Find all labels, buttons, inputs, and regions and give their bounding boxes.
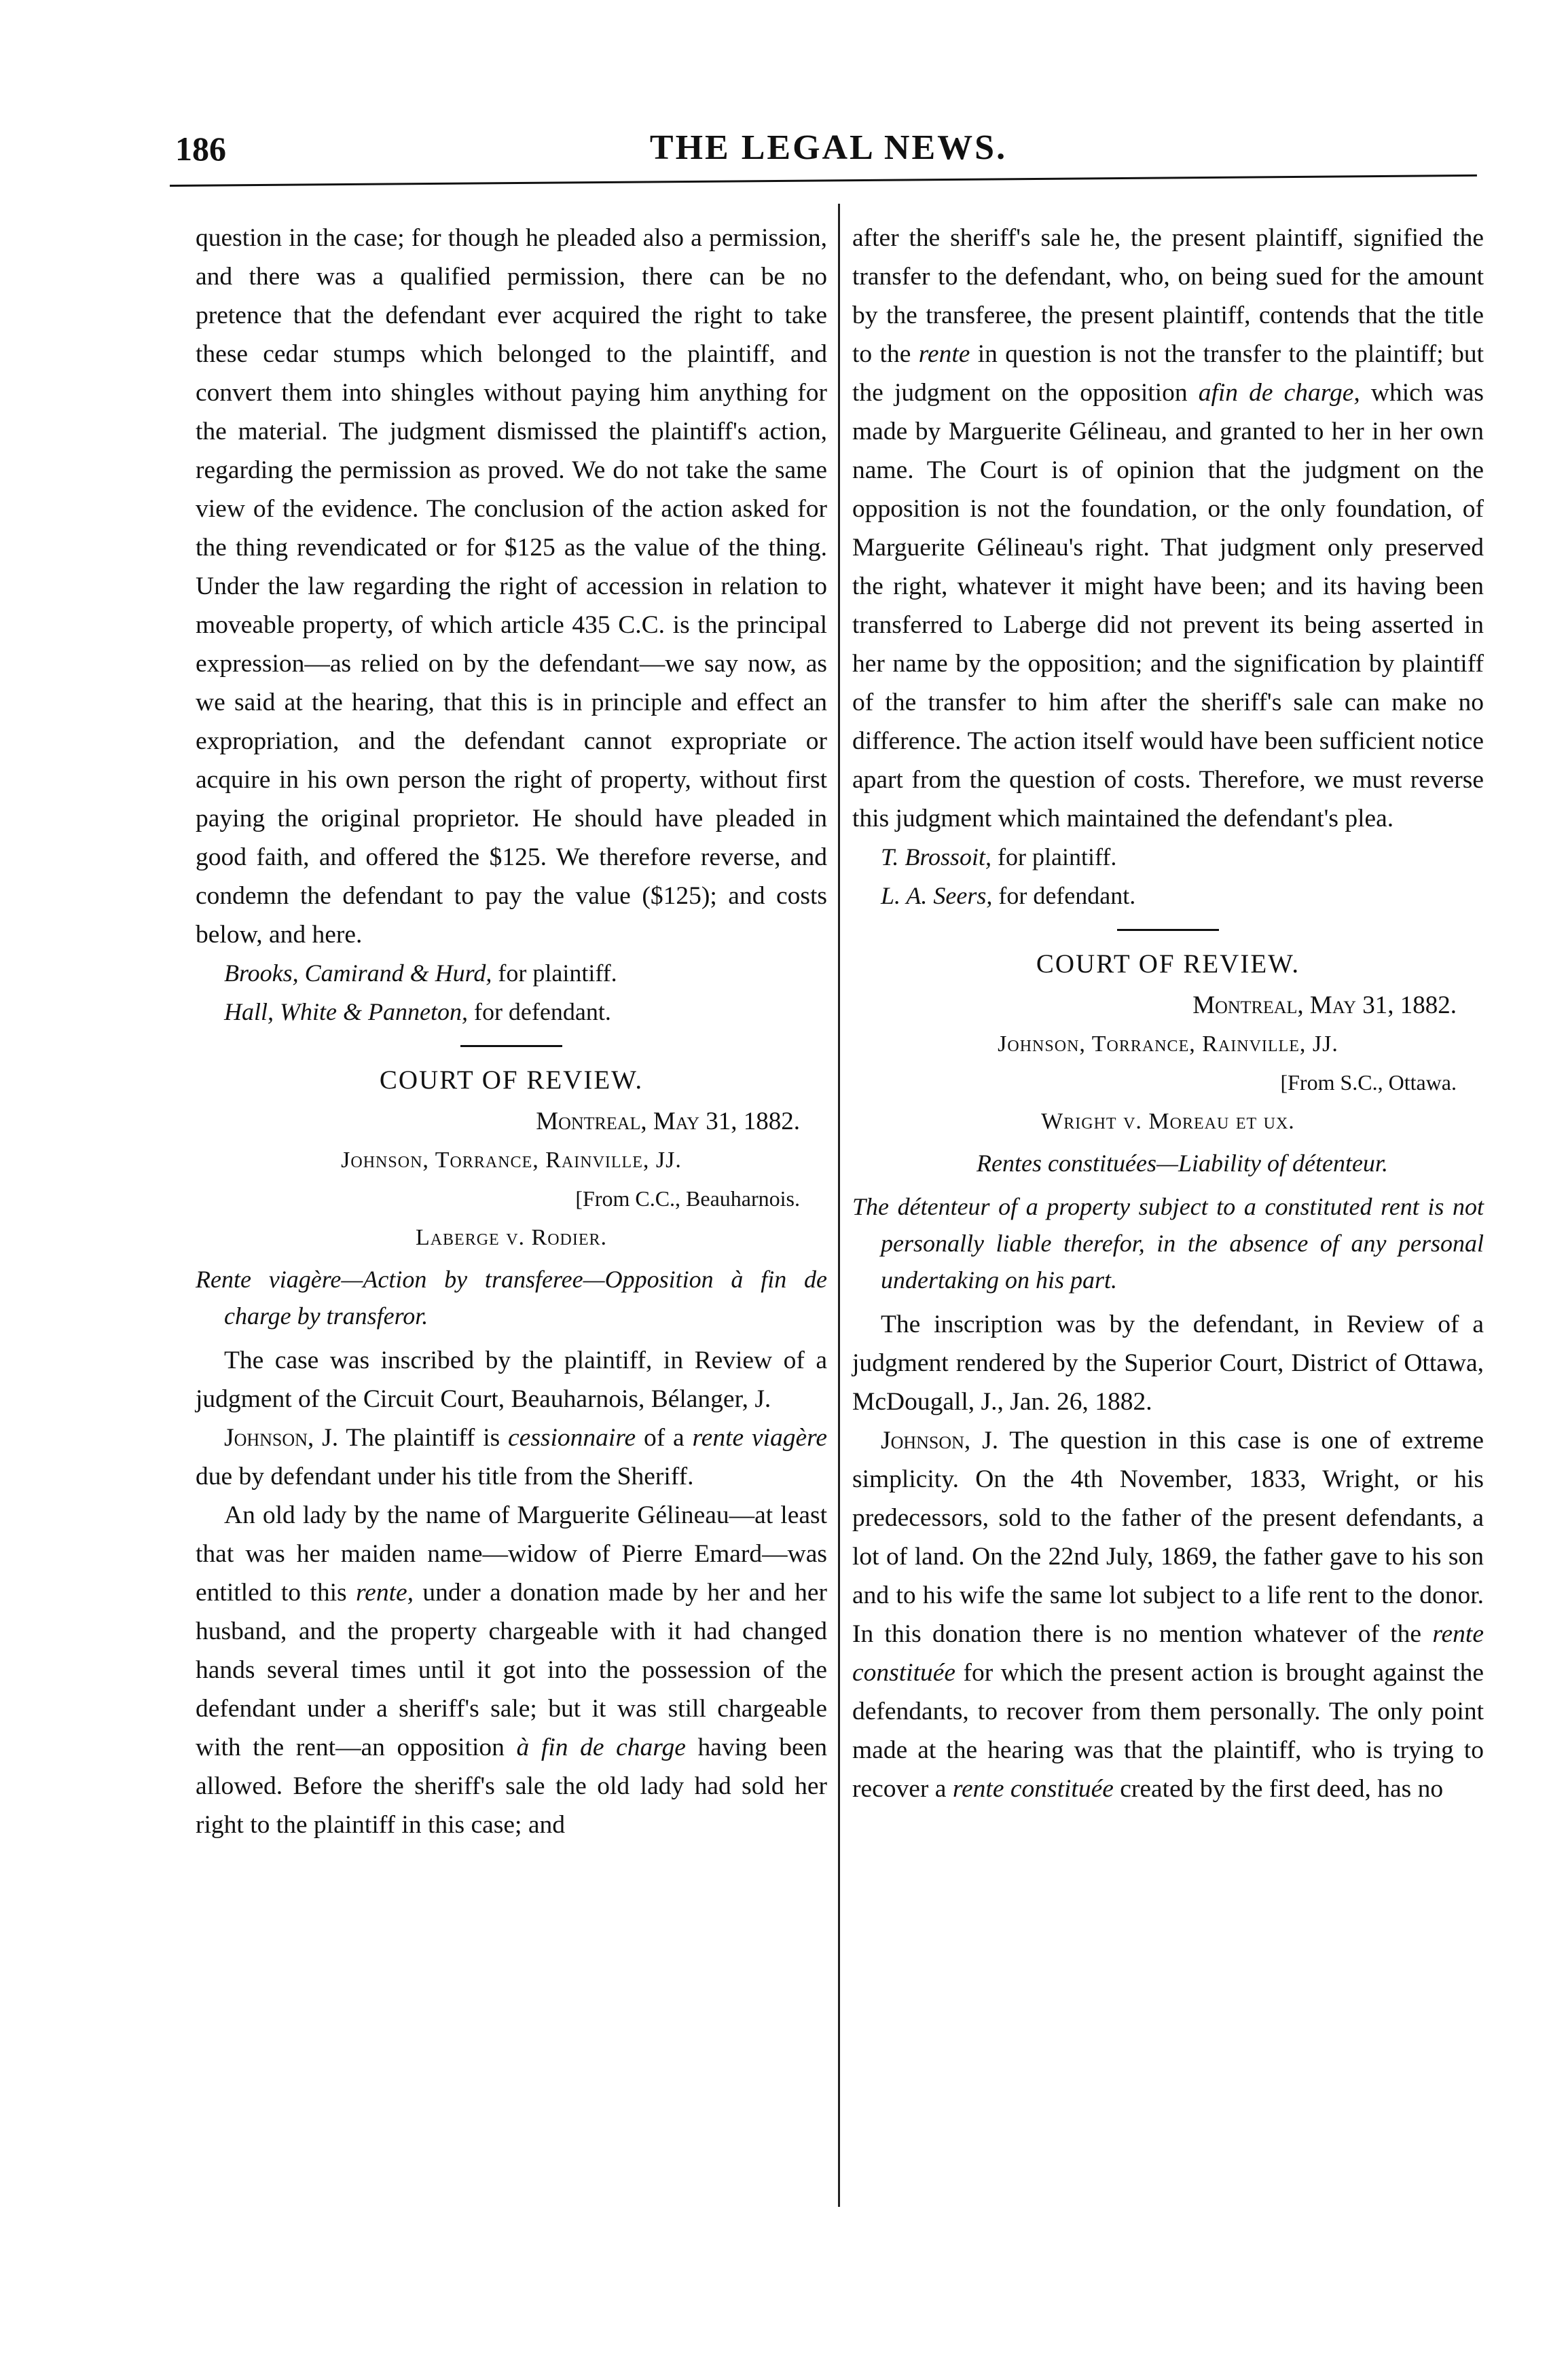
paragraph: An old lady by the name of Marguerite Gélineau—at least that was her maiden name—widow of Pierre Emard—was entitled to this rente, under a donation made by her and her husband, and the property chargeable with it had changed hands several times until it got into the possession of the defendant under a sheriff's sale; but it was still chargeable with the rent—an opposition à fin de charge having been allowed. Before the sheriff's sale the old lady had sold her right to the plaintiff in this case; and <box>196 1501 827 1839</box>
counsel-name: T. Brossoit, <box>881 843 992 871</box>
court-heading: COURT OF REVIEW. <box>1036 949 1300 978</box>
headnote: Rente viagère—Action by transferee—Opposition à fin de charge by transferor. <box>196 1266 827 1330</box>
judge-name: Johnson, J. <box>881 1427 999 1454</box>
counsel-line: L. A. Seers, for defendant. <box>881 882 1136 909</box>
left-column <box>196 219 827 1844</box>
judges: Johnson, Torrance, Rainville, JJ. <box>998 1031 1338 1057</box>
counsel-name: Brooks, Camirand & Hurd, <box>224 959 492 987</box>
right-column <box>852 219 1484 1808</box>
case-name: Laberge v. Rodier. <box>415 1225 608 1250</box>
case-name: Wright v. Moreau et ux. <box>1041 1109 1295 1134</box>
counsel-line: T. Brossoit, for plaintiff. <box>881 843 1117 871</box>
paragraph: The inscription was by the defendant, in Review of a judgment rendered by the Superior Court, District of Ottawa, McDougall, J., Jan. 26, 1882. <box>852 1311 1484 1416</box>
counsel-line: Brooks, Camirand & Hurd, for plaintiff. <box>224 959 617 987</box>
judge-name: Johnson, J. <box>224 1424 339 1452</box>
section-rule <box>1117 929 1219 931</box>
column-divider <box>838 204 840 2207</box>
paragraph: Johnson, J. The question in this case is one of extreme simplicity. On the 4th November, 1833, Wright, or his predecessors, sold to the father of the present defendants, a lot of land. On the 22nd July, 1869, the father gave to his son and to his wife the same lot subject to a life rent to the donor. In this donation there is no mention whatever of the rente constituée for which the present action is brought against the defendants, to recover from them personally. The only point made at the hearing was that the plaintiff, who is trying to recover a rente constituée created by the first deed, has no <box>852 1427 1484 1803</box>
counsel-line: Hall, White & Panneton, for defendant. <box>224 998 611 1025</box>
origin-court: [From C.C., Beauharnois. <box>575 1186 800 1211</box>
paragraph: Johnson, J. The plaintiff is cessionnaire of a rente viagère due by defendant under his title from the Sheriff. <box>196 1424 827 1490</box>
counsel-name: L. A. Seers, <box>881 882 993 909</box>
location-date: Montreal, May 31, 1882. <box>1192 991 1457 1019</box>
page-header <box>170 122 1487 177</box>
paragraph: question in the case; for though he pleaded also a permission, and there was a qualified permission, there can be no pretence that the defendant ever acquired the right to take these cedar stumps which belonged to the plaintiff, and convert them into shingles without paying him anything for the material. The judgment dismissed the plaintiff's action, regarding the permission as proved. We do not take the same view of the evidence. The conclusion of the action asked for the thing revendicated or for $125 as the value of the thing. Under the law regarding the right of accession in relation to moveable property, of which article 435 C.C. is the principal expression—as relied on by the defendant—we say now, as we said at the hearing, that this is in principle and effect an expropriation, and the defendant cannot expropriate or acquire in his own person the right of property, without first paying the original proprietor. He should have pleaded in good faith, and offered the $125. We therefore reverse, and condemn the defendant to pay the value ($125); and costs below, and here. <box>196 224 827 949</box>
headnote: The détenteur of a property subject to a constituted rent is not personally liable therefor, in the absence of any personal undertaking on his part. <box>852 1193 1484 1294</box>
paragraph: The case was inscribed by the plaintiff, in Review of a judgment of the Circuit Court, Beauharnois, Bélanger, J. <box>196 1347 827 1413</box>
judges: Johnson, Torrance, Rainville, JJ. <box>341 1148 682 1173</box>
court-heading: COURT OF REVIEW. <box>379 1065 644 1095</box>
origin-court: [From S.C., Ottawa. <box>1280 1070 1457 1095</box>
running-title: THE LEGAL NEWS. <box>649 128 1008 167</box>
headnote: Rentes constituées—Liability of détenteur. <box>977 1150 1388 1177</box>
paragraph: after the sheriff's sale he, the present plaintiff, signified the transfer to the defendant, who, on being sued for the amount by the transferee, the present plaintiff, contends that the title to the rente in question is not the transfer to the plaintiff; but the judgment on the opposition afin de charge, which was made by Marguerite Gélineau, and granted to her in her own name. The Court is of opinion that the judgment on the opposition is not the foundation, or the only foundation, of Marguerite Gélineau's right. That judgment only preserved the right, whatever it might have been; and its having been transferred to Laberge did not prevent its being asserted in her name by the opposition; and the signification by plaintiff of the transfer to him after the sheriff's sale can make no difference. The action itself would have been sufficient notice apart from the question of costs. Therefore, we must reverse this judgment which maintained the defendant's plea. <box>852 224 1484 832</box>
section-rule <box>460 1045 562 1047</box>
location-date: Montreal, May 31, 1882. <box>536 1108 800 1135</box>
page-number: 186 <box>175 130 226 168</box>
counsel-name: Hall, White & Panneton, <box>224 998 468 1025</box>
